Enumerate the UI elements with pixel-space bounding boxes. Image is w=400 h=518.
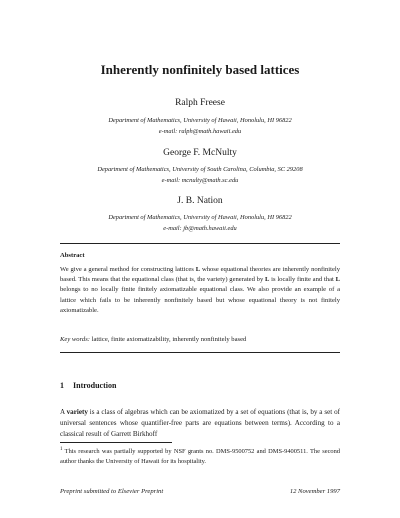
intro-text: A	[60, 408, 67, 416]
intro-text: is a class of algebras which can be axiomatized by a set of equations (that is, by a set of universal sentences whose quantifier-free parts are equations between terms). According to a classical result of Garrett Birkhoff	[60, 408, 340, 438]
abstract-bottom-rule	[60, 352, 340, 353]
author-email: e-mail: mcnulty@math.sc.edu	[161, 177, 239, 184]
abstract-text: is locally finite and that	[269, 276, 336, 284]
author-name: Ralph Freese	[175, 98, 225, 108]
abstract-text: belongs to no locally finite finitely axiomatizable equational class. We also provide an example of a lattice which fails to be inherently nonfinitely based but whose equational theory is not finitely axiomatizable.	[60, 286, 340, 314]
abstract-top-rule	[60, 243, 340, 244]
author-email: e-mail: ralph@math.hawaii.edu	[158, 128, 242, 135]
intro-paragraph	[60, 407, 340, 439]
author-name: George F. McNulty	[163, 148, 237, 158]
abstract-text: We give a general method for constructing lattices	[60, 266, 196, 273]
abstract-body	[60, 265, 340, 316]
footnote	[60, 445, 340, 466]
author-name: J. B. Nation	[177, 196, 223, 206]
lattice-symbol: L	[335, 276, 340, 284]
lattice-symbol: L	[265, 276, 270, 284]
keywords-label: Key words:	[60, 336, 90, 343]
keywords	[60, 336, 340, 343]
section-title: Introduction	[73, 381, 117, 390]
abstract-text: whose equational theories are inherently nonfinitely based. This means that the equational class (that is, the variety) generated by	[60, 266, 340, 284]
abstract-heading: Abstract	[60, 252, 85, 259]
preprint-note: Preprint submitted to Elsevier Preprint	[60, 488, 164, 495]
intro-bold-term: variety	[66, 408, 88, 416]
keywords-text: lattice, finite axiomatizability, inherently nonfinitely based	[89, 336, 247, 343]
section-number: 1	[60, 381, 64, 390]
footnote-text: This research was partially supported by NSF grants no. DMS-9500752 and DMS-9400511. The second author thanks the University of Hawaii for its hospitality.	[60, 448, 340, 465]
author-email: e-mail: jb@math.hawaii.edu	[163, 225, 237, 232]
paper-title: Inherently nonfinitely based lattices	[100, 62, 300, 77]
author-affiliation: Department of Mathematics, University of Hawaii, Honolulu, HI 96822	[108, 117, 292, 124]
author-affiliation: Department of Mathematics, University of South Carolina, Columbia, SC 29208	[97, 166, 303, 173]
author-affiliation: Department of Mathematics, University of Hawaii, Honolulu, HI 96822	[108, 214, 292, 221]
preprint-date: 12 November 1997	[289, 488, 340, 495]
footnote-rule	[60, 442, 172, 443]
section-heading	[60, 381, 116, 390]
footnote-mark: 1	[60, 447, 63, 452]
lattice-symbol: L	[195, 266, 201, 273]
